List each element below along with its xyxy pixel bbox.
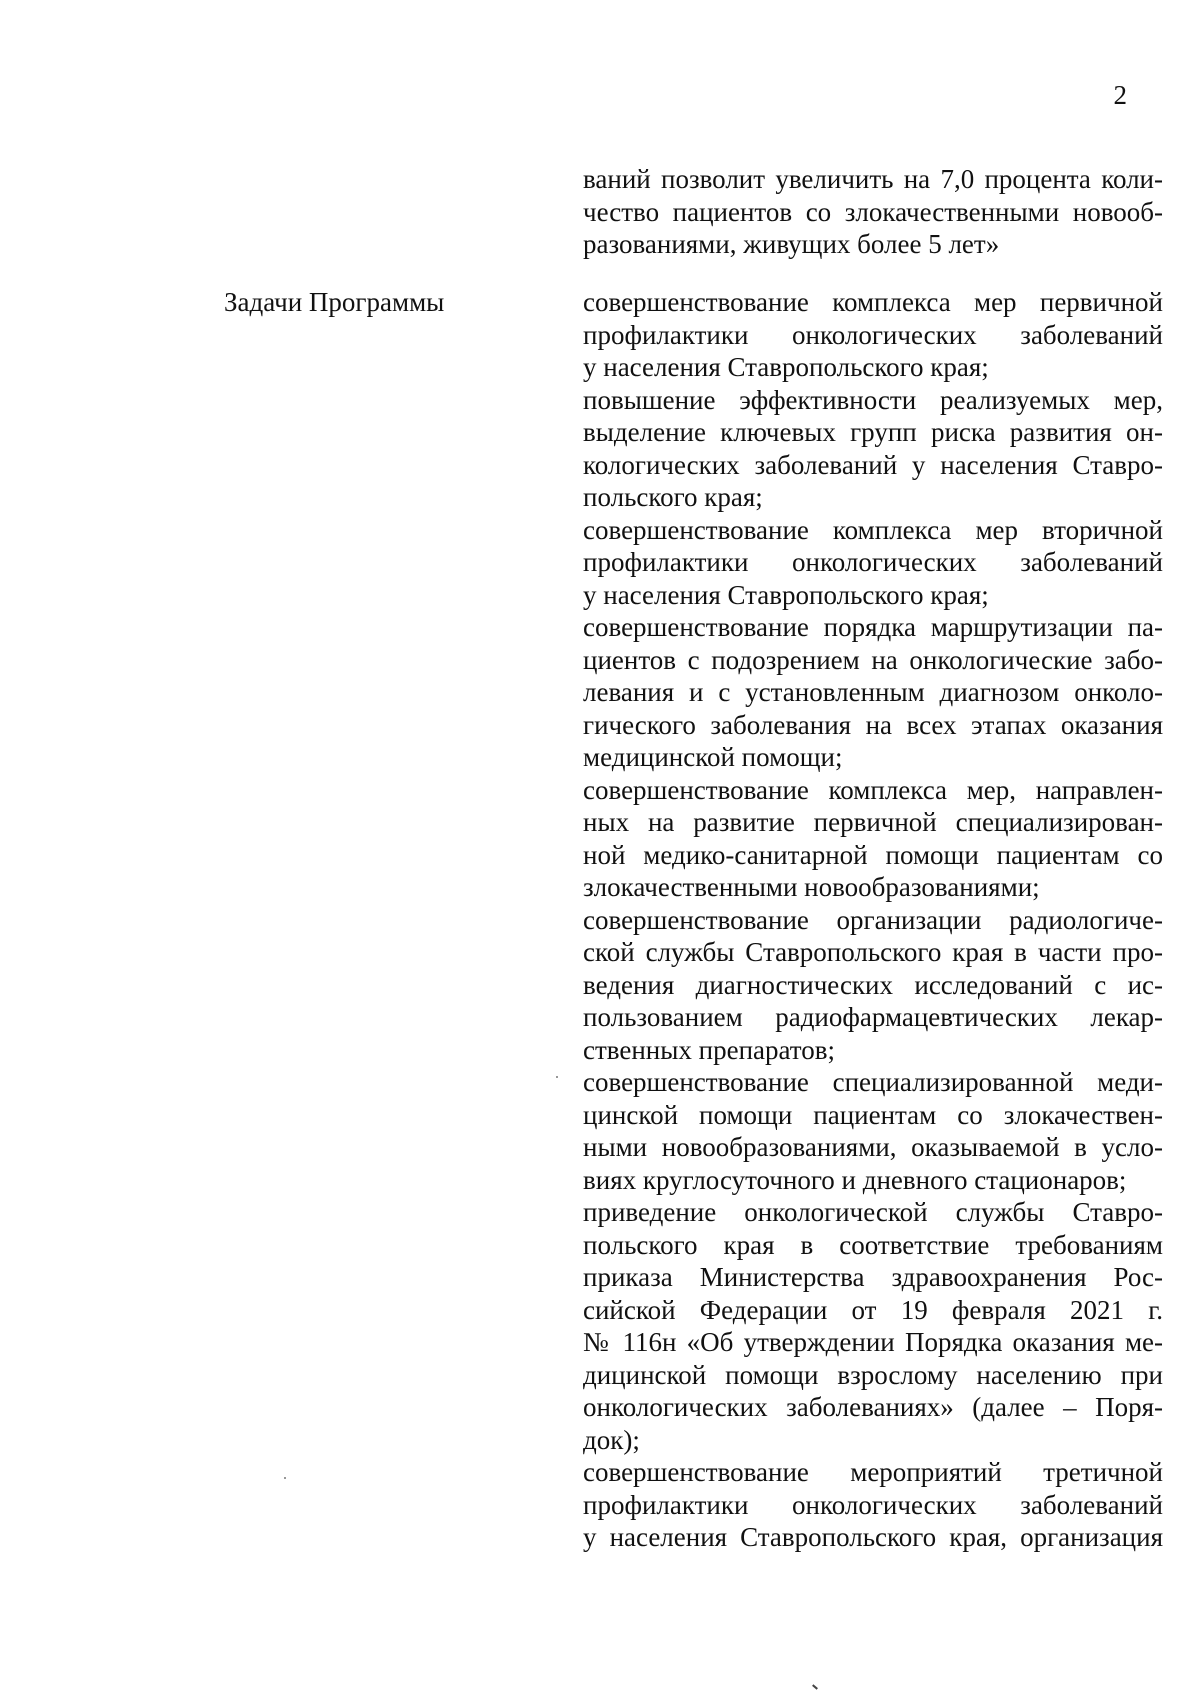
- task-line: приведение онкологической службы Ставро-: [583, 1197, 1163, 1227]
- task-line: у населения Ставропольского края, организация: [583, 1522, 1163, 1552]
- task-line: выделение ключевых групп риска развития он-: [583, 417, 1163, 447]
- task-line: профилактики онкологических заболеваний: [583, 319, 1163, 350]
- task-line: польского края;: [583, 482, 763, 512]
- tasks-text: [583, 286, 1163, 1554]
- task-line: злокачественными новообразованиями;: [583, 872, 1040, 902]
- task-line: ведения диагностических исследований с ис-: [583, 969, 1163, 1000]
- task-line: повышение эффективности реализуемых мер,: [583, 384, 1163, 415]
- task-line: ной медико-санитарной помощи пациентам со: [583, 839, 1163, 870]
- task-line: сийской Федерации от 19 февраля 2021 г.: [583, 1294, 1163, 1325]
- task-line: циентов с подозрением на онкологические забо-: [583, 644, 1163, 675]
- task-line: у населения Ставропольского края;: [583, 579, 989, 610]
- scan-speck: [556, 1076, 558, 1078]
- task-line: совершенствование порядка маршрутизации па-: [583, 612, 1163, 642]
- task-line: № 116н «Об утверждении Порядка оказания ме-: [583, 1327, 1163, 1357]
- task-line: ными новообразованиями, оказываемой в усло-: [583, 1132, 1163, 1162]
- task-line: ных на развитие первичной специализирован-: [583, 807, 1163, 837]
- task-line: совершенствование организации радиологиче-: [583, 904, 1163, 935]
- task-line: онкологических заболеваниях» (далее – Поря-: [583, 1392, 1163, 1422]
- task-line: совершенствование комплекса мер, направлен-: [583, 774, 1163, 805]
- task-line: польского края в соответствие требованиям: [583, 1229, 1163, 1260]
- task-line: гического заболевания на всех этапах оказания: [583, 709, 1163, 740]
- tasks-label: Задачи Программы: [224, 287, 445, 317]
- task-line: профилактики онкологических заболеваний: [583, 547, 1163, 577]
- task-line: цинской помощи пациентам со злокачествен-: [583, 1099, 1163, 1130]
- task-line: левания и с установленным диагнозом онколо-: [583, 677, 1163, 707]
- task-line: док);: [583, 1424, 640, 1455]
- task-line: у населения Ставропольского края;: [583, 352, 989, 382]
- intro-line: чество пациентов со злокачественными новооб-: [583, 196, 1163, 227]
- task-line: совершенствование мероприятий третичной: [583, 1457, 1163, 1487]
- scan-mark: [812, 1684, 818, 1689]
- task-line: кологических заболеваний у населения Ставро-: [583, 449, 1163, 480]
- task-line: медицинской помощи;: [583, 742, 843, 772]
- intro-continuation-text: [583, 163, 1163, 261]
- task-line: ственных препаратов;: [583, 1034, 835, 1065]
- page-number: 2: [1113, 80, 1127, 110]
- task-line: совершенствование специализированной меди-: [583, 1067, 1163, 1097]
- task-line: виях круглосуточного и дневного стационаров;: [583, 1164, 1127, 1195]
- task-line: ской службы Ставропольского края в части про-: [583, 937, 1163, 967]
- task-line: дицинской помощи взрослому населению при: [583, 1359, 1163, 1390]
- intro-line: ваний позволит увеличить на 7,0 процента коли-: [583, 164, 1163, 194]
- task-line: совершенствование комплекса мер вторичной: [583, 514, 1163, 545]
- task-line: приказа Министерства здравоохранения Рос-: [583, 1262, 1163, 1292]
- task-line: профилактики онкологических заболеваний: [583, 1489, 1163, 1520]
- task-line: совершенствование комплекса мер первичной: [583, 287, 1163, 317]
- task-line: пользованием радиофармацевтических лекар-: [583, 1002, 1163, 1032]
- scan-speck: [284, 1477, 286, 1479]
- intro-line: разованиями, живущих более 5 лет»: [583, 229, 1000, 259]
